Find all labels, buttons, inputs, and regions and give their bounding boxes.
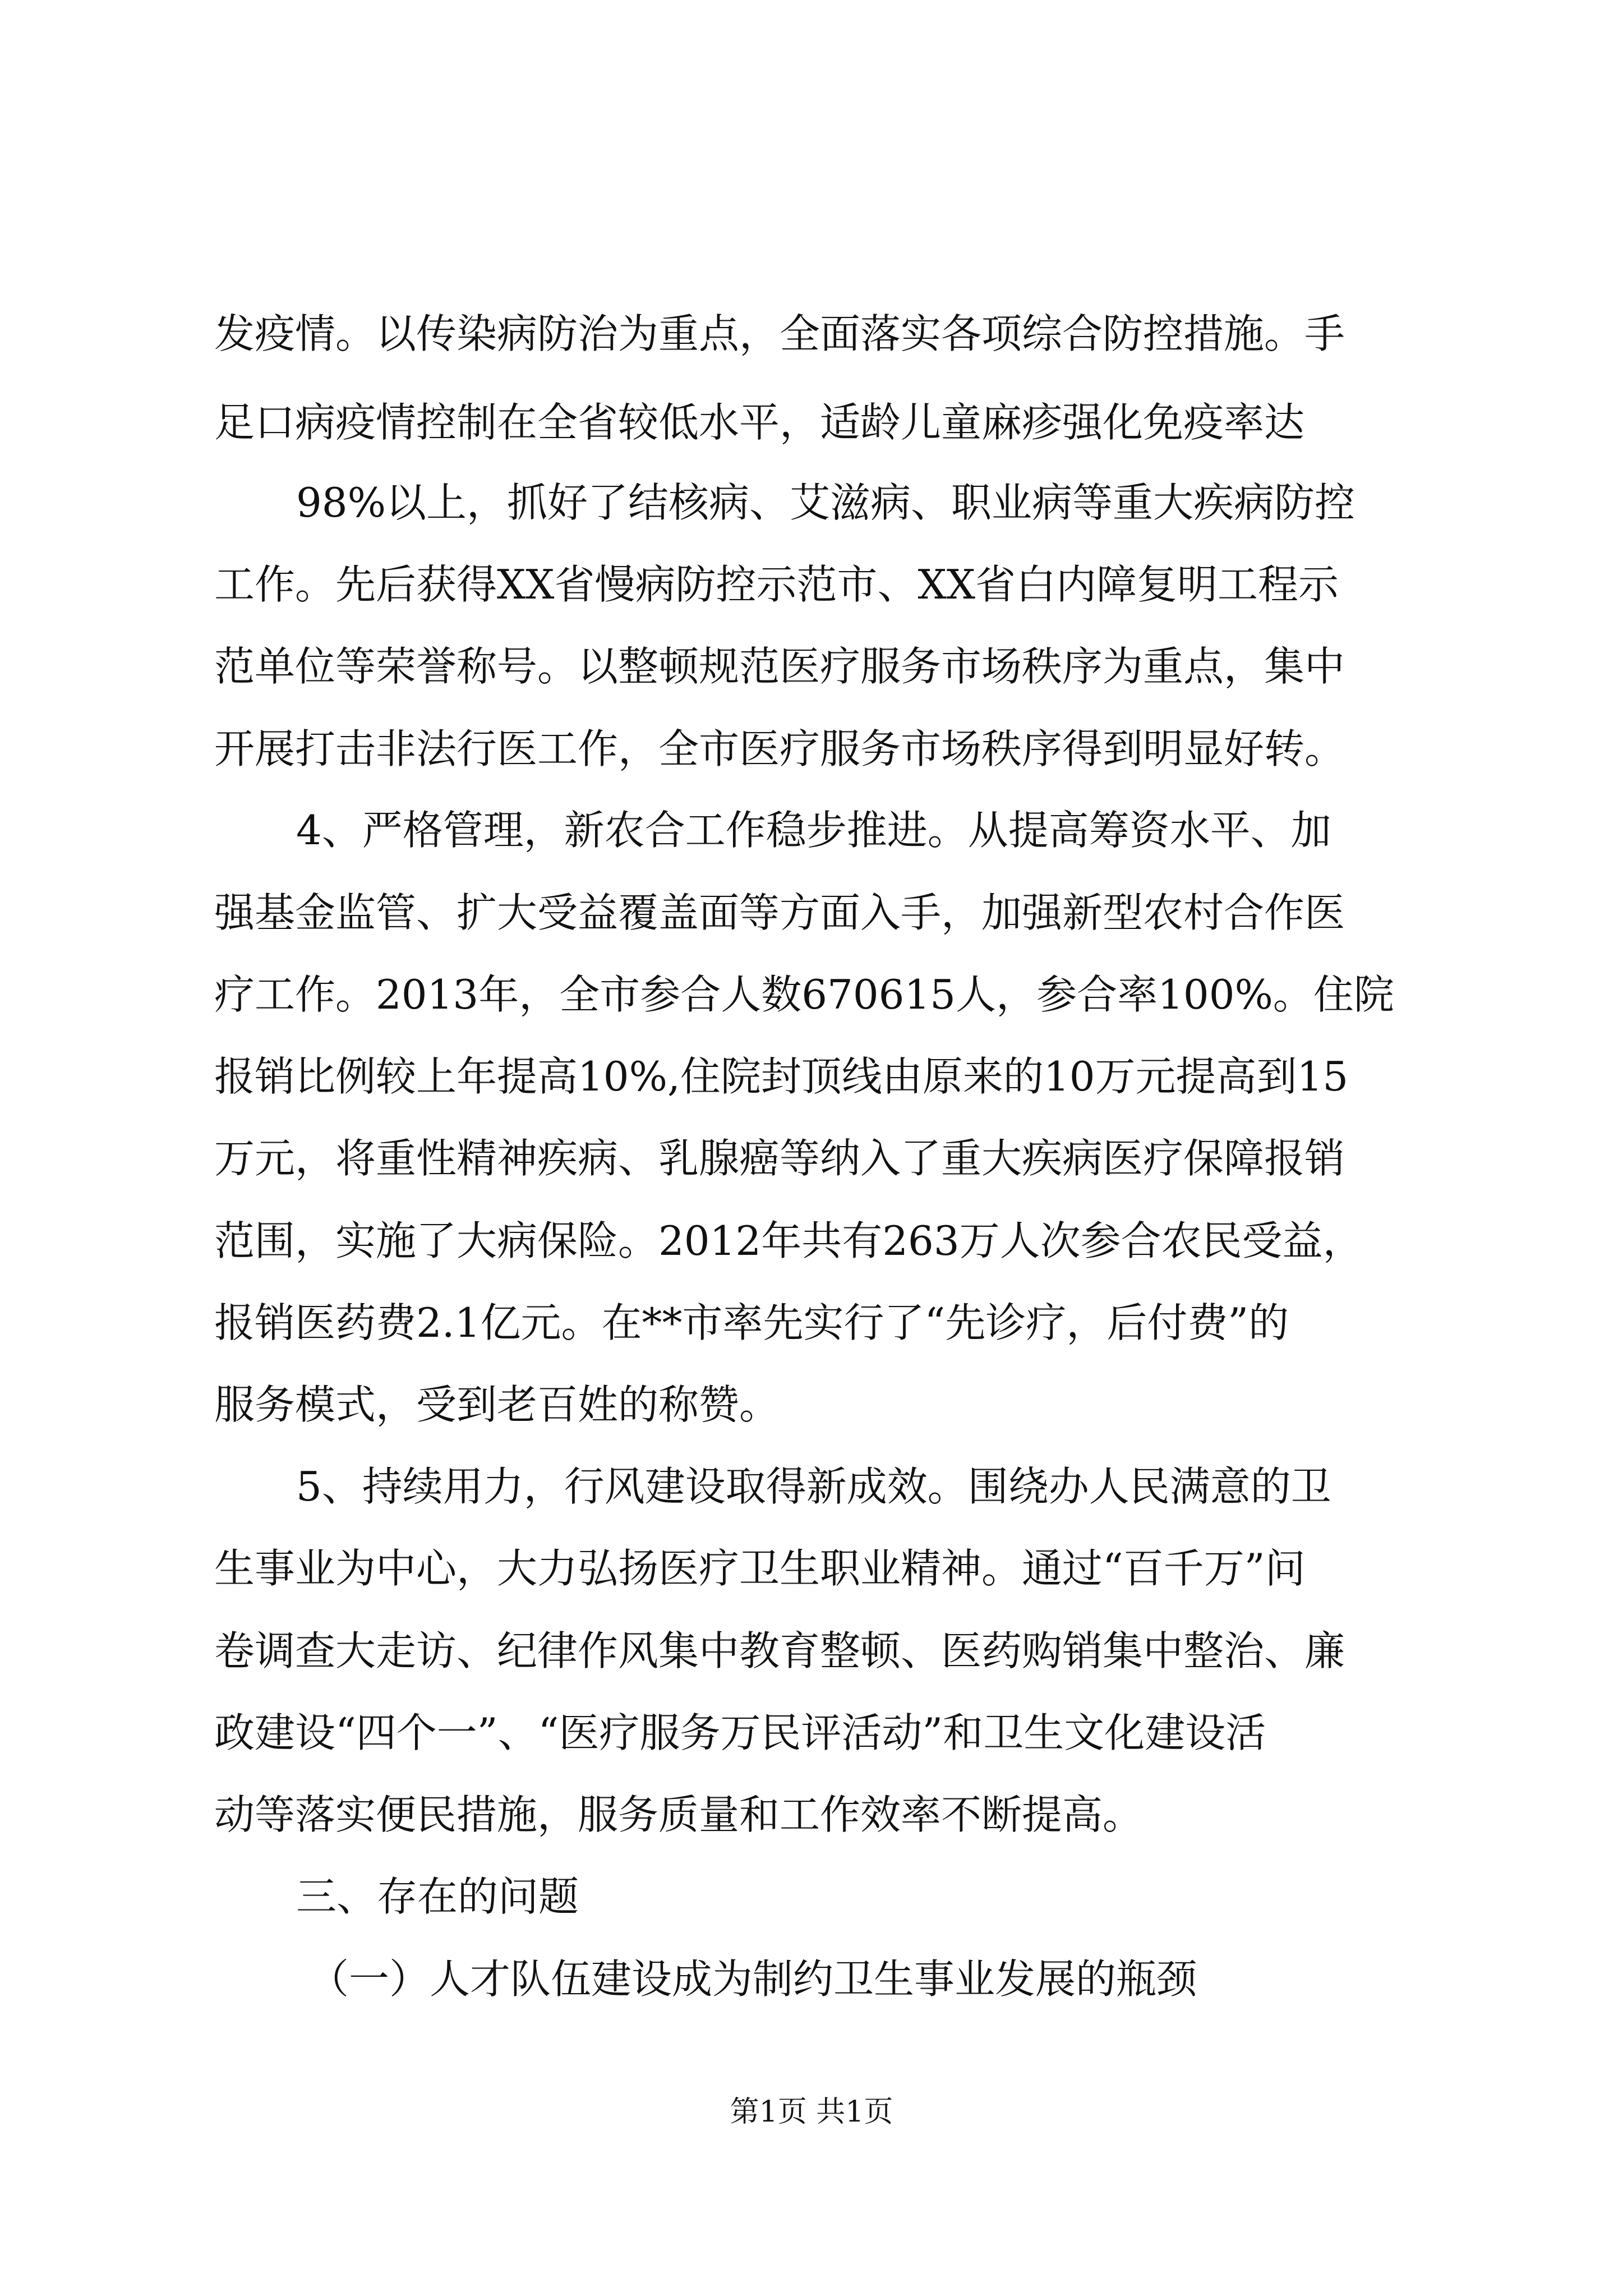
body-line-2: 足口病疫情控制在全省较低水平，适龄儿童麻疹强化免疫率达 — [214, 399, 1305, 446]
body-line-17: 卷调查大走访、纪律作风集中教育整顿、医药购销集中整治、廉 — [214, 1627, 1345, 1674]
body-line-18: 政建设“四个一”、“医疗服务万民评活动”和卫生文化建设活 — [214, 1709, 1266, 1756]
body-line-6: 开展打击非法行医工作，全市医疗服务市场秩序得到明显好转。 — [214, 725, 1345, 772]
body-line-13: 报销医药费2.1亿元。在**市率先实行了“先诊疗，后付费”的 — [214, 1299, 1289, 1346]
body-line-14: 服务模式，受到老百姓的称赞。 — [214, 1381, 780, 1428]
body-line-11: 万元，将重性精神疾病、乳腺癌等纳入了重大疾病医疗保障报销 — [214, 1135, 1345, 1182]
body-line-19: 动等落实便民措施，服务质量和工作效率不断提高。 — [214, 1791, 1144, 1838]
body-line-7: 4、严格管理，新农合工作稳步推进。从提高筹资水平、加 — [296, 807, 1331, 854]
body-line-5: 范单位等荣誉称号。以整顿规范医疗服务市场秩序为重点，集中 — [214, 643, 1345, 690]
subsection-heading: （一）人才队伍建设成为制约卫生事业发展的瓶颈 — [308, 1955, 1197, 2003]
body-line-4: 工作。先后获得XX省慢病防控示范市、XX省白内障复明工程示 — [214, 561, 1339, 608]
body-line-16: 生事业为中心，大力弘扬医疗卫生职业精神。通过“百千万”问 — [214, 1545, 1306, 1592]
body-line-3: 98%以上，抓好了结核病、艾滋病、职业病等重大疾病防控 — [296, 479, 1355, 526]
body-line-1: 发疫情。以传染病防治为重点，全面落实各项综合防控措施。手 — [214, 310, 1345, 357]
body-line-12: 范围，实施了大病保险。2012年共有263万人次参合农民受益， — [214, 1217, 1363, 1264]
body-line-8: 强基金监管、扩大受益覆盖面等方面入手，加强新型农村合作医 — [214, 889, 1345, 936]
body-line-9: 疗工作。2013年，全市参合人数670615人，参合率100%。住院 — [214, 971, 1394, 1018]
page-footer: 第1页 共1页 — [730, 2095, 893, 2129]
body-line-10: 报销比例较上年提高10%,住院封顶线由原来的10万元提高到15 — [214, 1053, 1349, 1100]
body-line-15: 5、持续用力，行风建设取得新成效。围绕办人民满意的卫 — [296, 1463, 1331, 1510]
section-heading: 三、存在的问题 — [296, 1873, 579, 1920]
